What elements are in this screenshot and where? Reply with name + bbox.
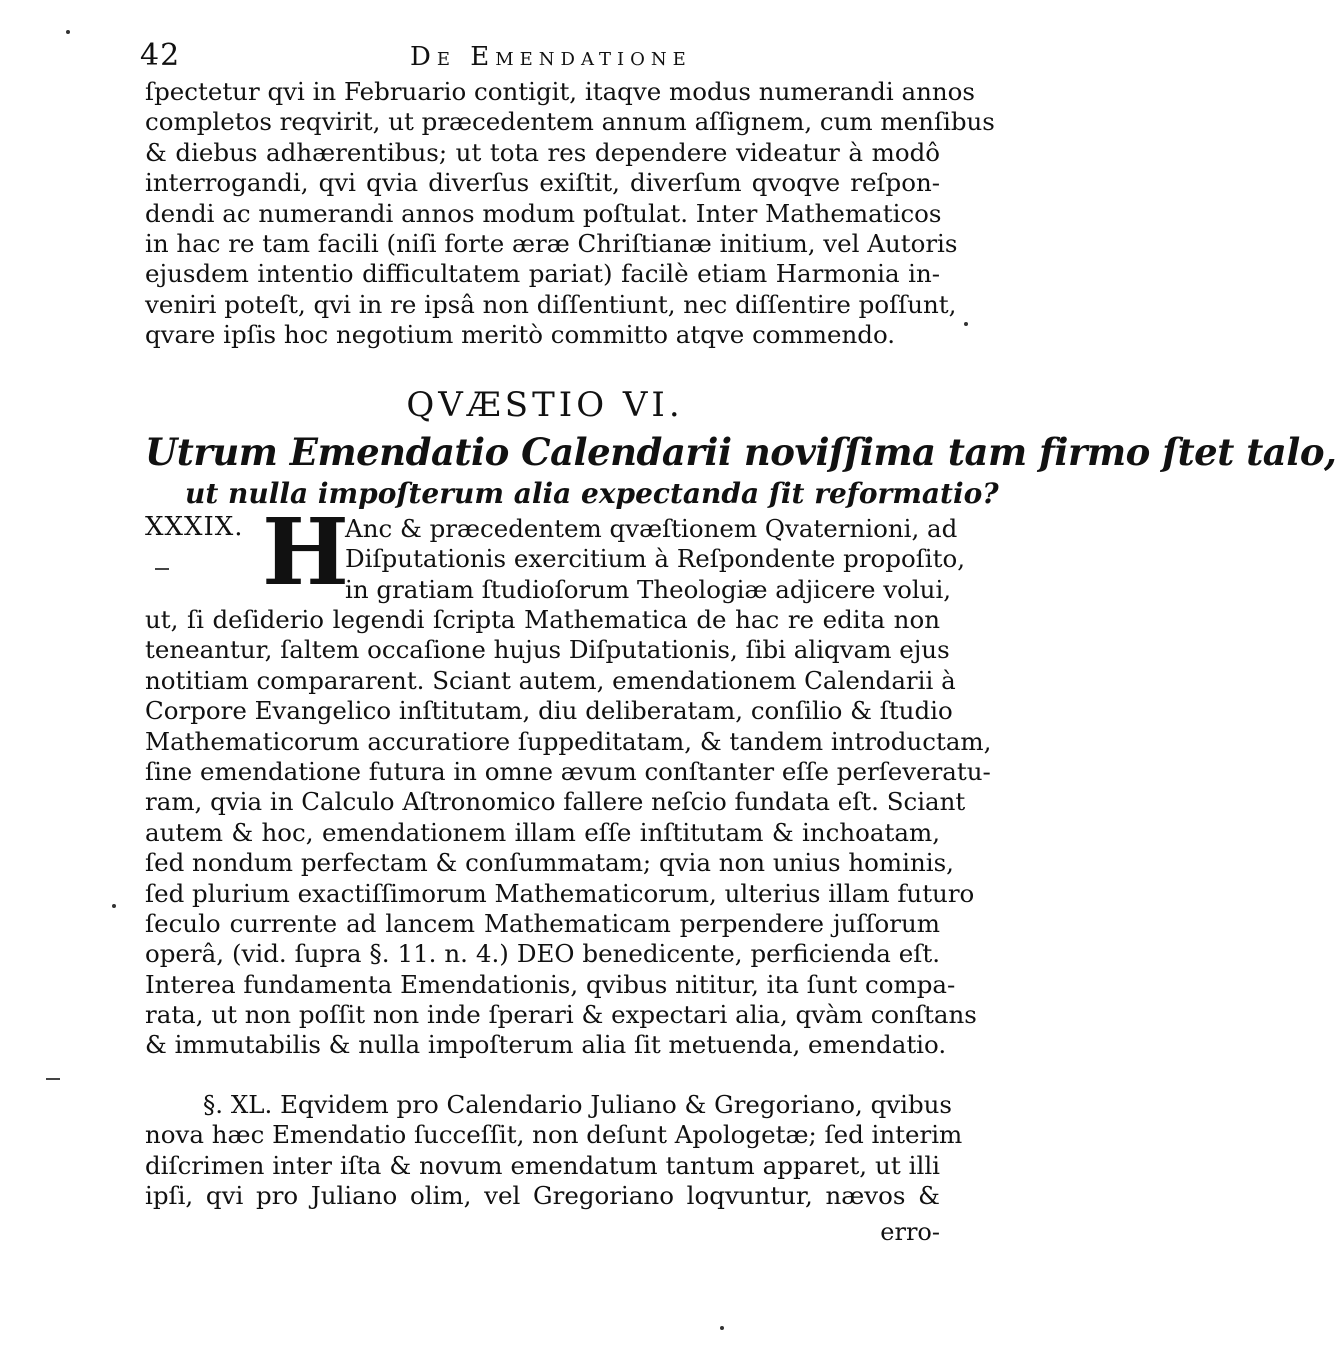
print-mark [155, 568, 169, 570]
section-40-body [145, 1090, 963, 1212]
question-subtitle-line1: Utrum Emendatio Calendarii noviſſima tam firmo ſtet talo, [145, 430, 1336, 474]
text-line: & immutabilis & nulla impoſterum alia ſit metuenda, emendatio. [145, 1030, 947, 1060]
text-line: & diebus adhærentibus; ut tota res dependere videatur à modô [145, 137, 940, 167]
text-line: rata, ut non poſſit non inde ſperari & expectari alia, qvàm conſtans [145, 1000, 977, 1030]
text-line: operâ, (vid. ſupra §. 11. n. 4.) DEO benedicente, perficienda eſt. [145, 939, 940, 969]
text-line: ſeculo currente ad lancem Mathematicam perpendere juſſorum [145, 908, 940, 938]
text-line: veniri poteſt, qvi in re ipsâ non diſſentiunt, nec diſſentire poſſunt, [145, 289, 957, 319]
text-line: in gratiam ſtudioſorum Theologiæ adjicere volui, [345, 574, 952, 604]
text-line: Diſputationis exercitium à Reſpondente propoſito, [345, 544, 966, 574]
text-line: notitiam compararent. Sciant autem, emendationem Calendarii à [145, 665, 956, 695]
text-line: ram, qvia in Calculo Aſtronomico fallere neſcio fundata eſt. Sciant [145, 787, 966, 817]
running-head: De Emendatione [410, 42, 692, 72]
text-line: interrogandi, qvi qvia diverſus exiſtit, diverſum qvoqve reſpon- [145, 168, 940, 198]
text-line: teneantur, ſaltem occaſione hujus Diſputationis, ſibi aliqvam ejus [145, 635, 950, 665]
section-number: XXXIX. [145, 512, 244, 542]
text-line: Interea fundamenta Emendationis, qvibus nititur, ita ſunt compa- [145, 969, 956, 999]
text-line: diſcrimen inter iſta & novum emendatum tantum apparet, ut illi [145, 1150, 940, 1180]
text-line: nova hæc Emendatio ſucceſſit, non deſunt Apologetæ; ſed interim [145, 1120, 963, 1150]
print-speck [66, 30, 70, 34]
text-line: ipſi, qvi pro Juliano olim, vel Gregoriano loqvuntur, nævos & [145, 1181, 940, 1211]
print-speck [720, 1326, 724, 1330]
text-line: ſed nondum perfectam & conſummatam; qvia non unius hominis, [145, 848, 954, 878]
catchword: erro- [880, 1218, 940, 1246]
page-header [140, 34, 940, 74]
question-subtitle-line2: ut nulla impoſterum alia expectanda ſit reformatio? [185, 477, 999, 510]
text-line: ſine emendatione futura in omne ævum conſtanter eſſe perſeveratu- [145, 756, 991, 786]
section-39-opening [345, 514, 966, 605]
print-speck [112, 904, 116, 908]
question-title: QVÆSTIO VI. [406, 385, 684, 425]
text-line: qvare ipſis hoc negotium meritò committo atqve commendo. [145, 320, 896, 350]
text-line: Corpore Evangelico inſtitutam, diu deliberatam, conſilio & ſtudio [145, 696, 953, 726]
text-line: ejusdem intentio difficultatem pariat) facilè etiam Harmonia in- [145, 259, 940, 289]
text-line: in hac re tam facili (niſi forte æræ Chriſtianæ initium, vel Autoris [145, 228, 958, 258]
text-line: dendi ac numerandi annos modum poſtulat. Inter Mathematicos [145, 198, 942, 228]
text-line: Anc & præcedentem qvæſtionem Qvaternioni, ad [345, 514, 958, 543]
print-speck [964, 322, 968, 326]
print-mark [46, 1078, 60, 1080]
drop-cap: H [262, 498, 349, 606]
page-number: 42 [140, 38, 181, 73]
text-line: §. XL. Eqvidem pro Calendario Juliano & Gregoriano, qvibus [203, 1090, 952, 1119]
text-line: Mathematicorum accuratiore ſuppeditatam, & tandem introductam, [145, 726, 992, 756]
text-line: ſed plurium exactiſſimorum Mathematicorum, ulterius illam futuro [145, 878, 975, 908]
text-line: ut, ſi deſiderio legendi ſcripta Mathematica de hac re edita non [145, 605, 940, 634]
text-line: completos reqvirit, ut præcedentem annum aſſignem, cum menſibus [145, 107, 995, 137]
section-39-body [145, 605, 992, 1061]
text-line: autem & hoc, emendationem illam eſſe inſtitutam & inchoatam, [145, 817, 940, 847]
paragraph-continuation [145, 77, 995, 351]
text-line: ſpectetur qvi in Februario contigit, itaqve modus numerandi annos [145, 77, 975, 106]
